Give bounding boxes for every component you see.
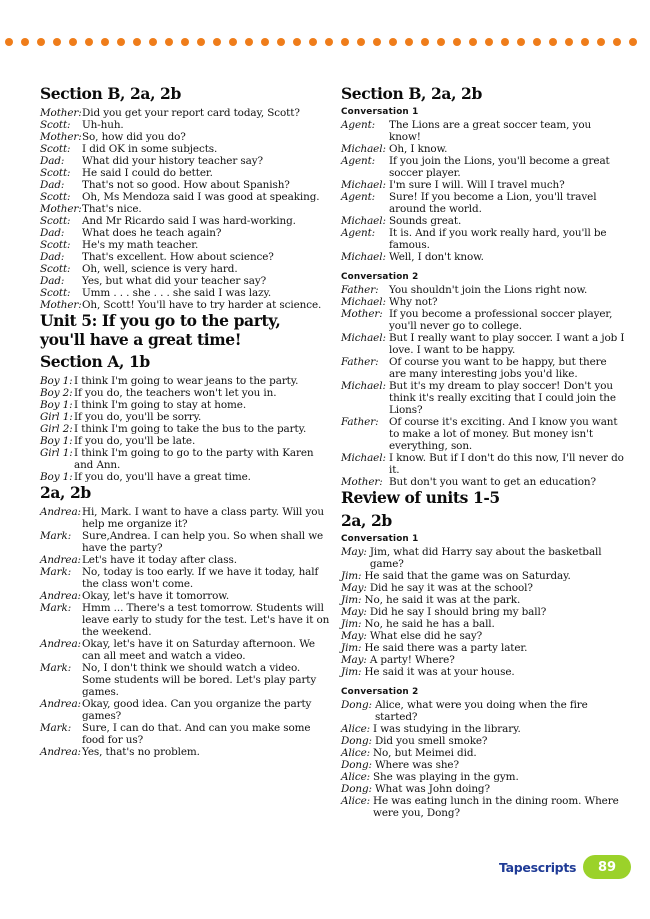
spoken-text: Okay, good idea. Can you organize the party games? [82,698,312,722]
border-dot [149,38,157,46]
speaker-name: May: [341,654,367,666]
spoken-text: Jim, what did Harry say about the basketball game? [369,546,602,570]
dialogue-line [40,227,330,239]
speaker-name: Mother: [341,308,383,320]
spoken-text: He said there was a party later. [364,642,528,654]
border-dot [453,38,461,46]
speaker-name: Andrea: [40,698,81,710]
spoken-text: Okay, let's have it tomorrow. [82,590,230,602]
section-heading: 2a, 2b [40,483,91,502]
spoken-text: Oh, well, science is very hard. [82,263,238,275]
dialogue-line [341,618,625,630]
dialogue-line [341,380,625,416]
speaker-name: Michael: [341,380,386,392]
dialogue-line [341,795,625,819]
speaker-name: Dong: [341,783,372,795]
spoken-text: But it's my dream to play soccer! Don't you think it's really exciting that I could join the Lions? [389,380,616,416]
dialogue-line [40,399,330,411]
border-dot [405,38,413,46]
spoken-text: You shouldn't join the Lions right now. [389,284,588,296]
speaker-name: Agent: [341,191,376,203]
speaker-name: Girl 1: [40,447,73,459]
border-dot [549,38,557,46]
dialogue-line [341,119,625,143]
speaker-name: Mark: [40,722,72,734]
dialogue-line [40,107,330,119]
spoken-text: If you do, you'll be sorry. [74,411,202,423]
border-dot [117,38,125,46]
border-dot [357,38,365,46]
dialogue-line [341,227,625,251]
speaker-name: Girl 2: [40,423,73,435]
spoken-text: Oh, Ms Mendoza said I was good at speaking. [82,191,320,203]
spoken-text: But I really want to play soccer. I want a job I love. I want to be happy. [389,332,625,356]
dialogue-line [40,662,330,698]
speaker-name: Andrea: [40,638,81,650]
spoken-text: I think I'm going to go to the party with Karen and Ann. [74,447,314,471]
dialogue-line [40,722,330,746]
speaker-name: Father: [341,416,379,428]
speaker-name: Boy 1: [40,471,73,483]
spoken-text: I did OK in some subjects. [82,143,218,155]
speaker-name: Father: [341,356,379,368]
speaker-name: Agent: [341,227,376,239]
speaker-name: Michael: [341,332,386,344]
speaker-name: Mother: [40,107,82,119]
speaker-name: May: [341,546,367,558]
spoken-text: He said it was at your house. [364,666,515,678]
dialogue-line [341,747,625,759]
spoken-text: I'm sure I will. Will I travel much? [389,179,565,191]
speaker-name: Dad: [40,227,65,239]
border-dot [389,38,397,46]
border-dot [373,38,381,46]
border-dot [309,38,317,46]
speaker-name: Agent: [341,155,376,167]
speaker-name: Scott: [40,191,71,203]
speaker-name: Girl 1: [40,411,73,423]
speaker-name: Michael: [341,143,386,155]
spoken-text: The Lions are a great soccer team, you know! [389,119,592,143]
dialogue-line [341,356,625,380]
speaker-name: Scott: [40,239,71,251]
spoken-text: Did he say it was at the school? [369,582,533,594]
spoken-text: If you become a professional soccer player, you'll never go to college. [389,308,613,332]
speaker-name: Mark: [40,602,72,614]
speaker-name: Boy 1: [40,399,73,411]
border-dot [533,38,541,46]
dialogue-line [341,308,625,332]
dialogue-line [40,215,330,227]
speaker-name: Scott: [40,263,71,275]
spoken-text: And Mr Ricardo said I was hard-working. [82,215,296,227]
dialogue-line [40,506,330,530]
dialogue-line [40,375,330,387]
border-dot [245,38,253,46]
border-dot [213,38,221,46]
speaker-name: Alice: [341,747,371,759]
spoken-text: Alice, what were you doing when the fire started? [374,699,588,723]
footer-label: Tapescripts [499,860,577,875]
speaker-name: Michael: [341,215,386,227]
speaker-name: Dong: [341,759,372,771]
border-dot [69,38,77,46]
spoken-text: If you do, the teachers won't let you in. [74,387,277,399]
conversation-label: Conversation 2 [341,687,419,697]
speaker-name: Scott: [40,287,71,299]
border-dot [581,38,589,46]
speaker-name: Jim: [341,594,362,606]
border-dot [613,38,621,46]
speaker-name: May: [341,606,367,618]
dialogue-line [40,203,330,215]
border-dot [293,38,301,46]
border-dot [485,38,493,46]
speaker-name: Mark: [40,662,72,674]
speaker-name: Dong: [341,699,372,711]
spoken-text: That's not so good. How about Spanish? [82,179,290,191]
dialogue-line [341,570,625,582]
spoken-text: He said I could do better. [82,167,213,179]
spoken-text: No, today is too early. If we have it today, half the class won't come. [82,566,319,590]
dialogue-line [341,759,625,771]
dialogue-line [40,530,330,554]
border-dot [469,38,477,46]
dialogue-line [40,554,330,566]
spoken-text: Well, I don't know. [389,251,484,263]
border-dot [517,38,525,46]
dialogue-line [40,566,330,590]
spoken-text: Hi, Mark. I want to have a class party. Will you help me organize it? [82,506,324,530]
speaker-name: Mother: [40,299,82,311]
spoken-text: I think I'm going to take the bus to the party. [74,423,307,435]
spoken-text: Did he say I should bring my ball? [369,606,547,618]
speaker-name: Andrea: [40,590,81,602]
dialogue-line [40,179,330,191]
spoken-text: No, he said it was at the park. [364,594,521,606]
dialogue-line [40,447,330,471]
spoken-text: What does he teach again? [82,227,222,239]
spoken-text: I think I'm going to wear jeans to the party. [74,375,299,387]
border-dot [629,38,637,46]
speaker-name: Michael: [341,452,386,464]
conversation-label: Conversation 2 [341,272,419,282]
section-heading: Review of units 1-5 [341,488,500,507]
border-dot [501,38,509,46]
dialogue-line [341,630,625,642]
dialogue-line [40,411,330,423]
spoken-text: He said that the game was on Saturday. [364,570,571,582]
border-dot [133,38,141,46]
dialogue-line [40,191,330,203]
border-dot [197,38,205,46]
speaker-name: Dad: [40,155,65,167]
section-heading: Section A, 1b [40,352,150,371]
dialogue-line [40,471,330,483]
spoken-text: Of course it's exciting. And I know you want to make a lot of money. But money isn't everything, son. [389,416,618,452]
spoken-text: What was John doing? [374,783,490,795]
dialogue-line [341,452,625,476]
dialogue-line [40,299,330,311]
spoken-text: I know. But if I don't do this now, I'll never do it. [389,452,624,476]
speaker-name: Mother: [341,476,383,488]
speaker-name: Andrea: [40,746,81,758]
spoken-text: That's excellent. How about science? [82,251,274,263]
border-dot [21,38,29,46]
spoken-text: If you join the Lions, you'll become a great soccer player. [389,155,610,179]
dialogue-line [341,642,625,654]
section-heading: Section B, 2a, 2b [40,84,181,103]
spoken-text: Sure! If you become a Lion, you'll travel around the world. [389,191,597,215]
spoken-text: No, but Meimei did. [373,747,477,759]
spoken-text: That's nice. [82,203,142,215]
dialogue-line [341,783,625,795]
dialogue-line [341,476,625,488]
dialogue-block [40,506,330,758]
dialogue-line [341,284,625,296]
dialogue-block [341,699,625,819]
dialogue-block [341,119,625,263]
spoken-text: Oh, Scott! You'll have to try harder at science. [82,299,322,311]
spoken-text: Oh, I know. [389,143,448,155]
dialogue-line [40,143,330,155]
speaker-name: Jim: [341,570,362,582]
border-dot [277,38,285,46]
spoken-text: No, I don't think we should watch a video. Some students will be bored. Let's play party games. [82,662,317,698]
dialogue-line [40,435,330,447]
border-dot [261,38,269,46]
dialogue-line [40,746,330,758]
spoken-text: No, he said he has a ball. [364,618,495,630]
spoken-text: He's my math teacher. [82,239,199,251]
dialogue-line [40,155,330,167]
section-heading: Section B, 2a, 2b [341,84,482,103]
speaker-name: Boy 1: [40,435,73,447]
speaker-name: Michael: [341,251,386,263]
border-dot [597,38,605,46]
dialogue-line [40,423,330,435]
dialogue-block [341,546,625,678]
dialogue-block [40,107,330,311]
spoken-text: Where was she? [374,759,459,771]
dialogue-block [341,284,625,488]
border-dot [165,38,173,46]
dialogue-line [341,416,625,452]
speaker-name: Alice: [341,771,371,783]
speaker-name: Andrea: [40,506,81,518]
spoken-text: Sounds great. [389,215,462,227]
dialogue-block [40,375,330,483]
spoken-text: Umm . . . she . . . she said I was lazy. [82,287,272,299]
dialogue-line [40,275,330,287]
speaker-name: Mother: [40,203,82,215]
spoken-text: If you do, you'll have a great time. [74,471,251,483]
speaker-name: Scott: [40,167,71,179]
dialogue-line [341,251,625,263]
speaker-name: Alice: [341,723,371,735]
dialogue-line [341,191,625,215]
border-dot [85,38,93,46]
conversation-label: Conversation 1 [341,534,419,544]
border-dot [437,38,445,46]
spoken-text: But don't you want to get an education? [389,476,596,488]
unit-title: Unit 5: If you go to the party, you'll have a great time! [40,311,281,349]
dialogue-line [341,699,625,723]
spoken-text: I was studying in the library. [373,723,521,735]
speaker-name: Dad: [40,275,65,287]
dialogue-line [40,131,330,143]
speaker-name: Michael: [341,296,386,308]
dialogue-line [341,654,625,666]
border-dot [37,38,45,46]
spoken-text: Sure, I can do that. And can you make some food for us? [82,722,311,746]
speaker-name: May: [341,630,367,642]
spoken-text: Did you get your report card today, Scott? [82,107,300,119]
dialogue-line [341,332,625,356]
conversation-label: Conversation 1 [341,107,419,117]
spoken-text: Of course you want to be happy, but there are many interesting jobs you'd like. [389,356,607,380]
spoken-text: She was playing in the gym. [373,771,519,783]
border-dot [325,38,333,46]
border-dot [181,38,189,46]
dialogue-line [341,606,625,618]
dialogue-line [40,239,330,251]
dialogue-line [341,594,625,606]
dialogue-line [40,263,330,275]
dialogue-line [341,582,625,594]
spoken-text: Hmm ... There's a test tomorrow. Students will leave early to study for the test. Let's have it on the weekend. [82,602,330,638]
spoken-text: Let's have it today after class. [82,554,237,566]
decorative-dot-border [5,38,645,48]
spoken-text: Why not? [389,296,438,308]
speaker-name: Mother: [40,131,82,143]
spoken-text: Uh-huh. [82,119,124,131]
speaker-name: Boy 2: [40,387,73,399]
dialogue-line [341,143,625,155]
spoken-text: It is. And if you work really hard, you'll be famous. [389,227,607,251]
border-dot [101,38,109,46]
dialogue-line [341,179,625,191]
speaker-name: Andrea: [40,554,81,566]
border-dot [341,38,349,46]
border-dot [229,38,237,46]
speaker-name: Agent: [341,119,376,131]
dialogue-line [341,735,625,747]
speaker-name: Dong: [341,735,372,747]
spoken-text: Okay, let's have it on Saturday afternoon. We can all meet and watch a video. [82,638,315,662]
spoken-text: Did you smell smoke? [374,735,488,747]
spoken-text: If you do, you'll be late. [74,435,196,447]
spoken-text: So, how did you do? [82,131,186,143]
speaker-name: Boy 1: [40,375,73,387]
speaker-name: Scott: [40,215,71,227]
dialogue-line [40,119,330,131]
spoken-text: Yes, but what did your teacher say? [82,275,267,287]
dialogue-line [341,723,625,735]
speaker-name: Michael: [341,179,386,191]
dialogue-line [40,638,330,662]
dialogue-line [341,666,625,678]
border-dot [565,38,573,46]
speaker-name: Mark: [40,530,72,542]
spoken-text: What else did he say? [369,630,483,642]
spoken-text: A party! Where? [369,654,455,666]
dialogue-line [341,215,625,227]
spoken-text: Sure,Andrea. I can help you. So when shall we have the party? [82,530,324,554]
dialogue-line [341,771,625,783]
right-column [341,84,625,819]
dialogue-line [40,387,330,399]
spoken-text: I think I'm going to stay at home. [74,399,247,411]
dialogue-line [40,167,330,179]
border-dot [53,38,61,46]
dialogue-line [40,287,330,299]
dialogue-line [40,590,330,602]
speaker-name: May: [341,582,367,594]
speaker-name: Scott: [40,119,71,131]
spoken-text: What did your history teacher say? [82,155,263,167]
dialogue-line [40,602,330,638]
spoken-text: He was eating lunch in the dining room. Where were you, Dong? [373,795,619,819]
dialogue-line [40,698,330,722]
left-column [40,84,330,758]
border-dot [5,38,13,46]
dialogue-line [40,251,330,263]
dialogue-line [341,155,625,179]
speaker-name: Mark: [40,566,72,578]
dialogue-line [341,296,625,308]
page-number-badge: 89 [583,855,631,879]
speaker-name: Dad: [40,251,65,263]
speaker-name: Dad: [40,179,65,191]
section-heading: 2a, 2b [341,511,392,530]
spoken-text: Yes, that's no problem. [82,746,200,758]
border-dot [421,38,429,46]
speaker-name: Father: [341,284,379,296]
dialogue-line [341,546,625,570]
speaker-name: Alice: [341,795,371,807]
speaker-name: Jim: [341,618,362,630]
speaker-name: Scott: [40,143,71,155]
speaker-name: Jim: [341,642,362,654]
speaker-name: Jim: [341,666,362,678]
